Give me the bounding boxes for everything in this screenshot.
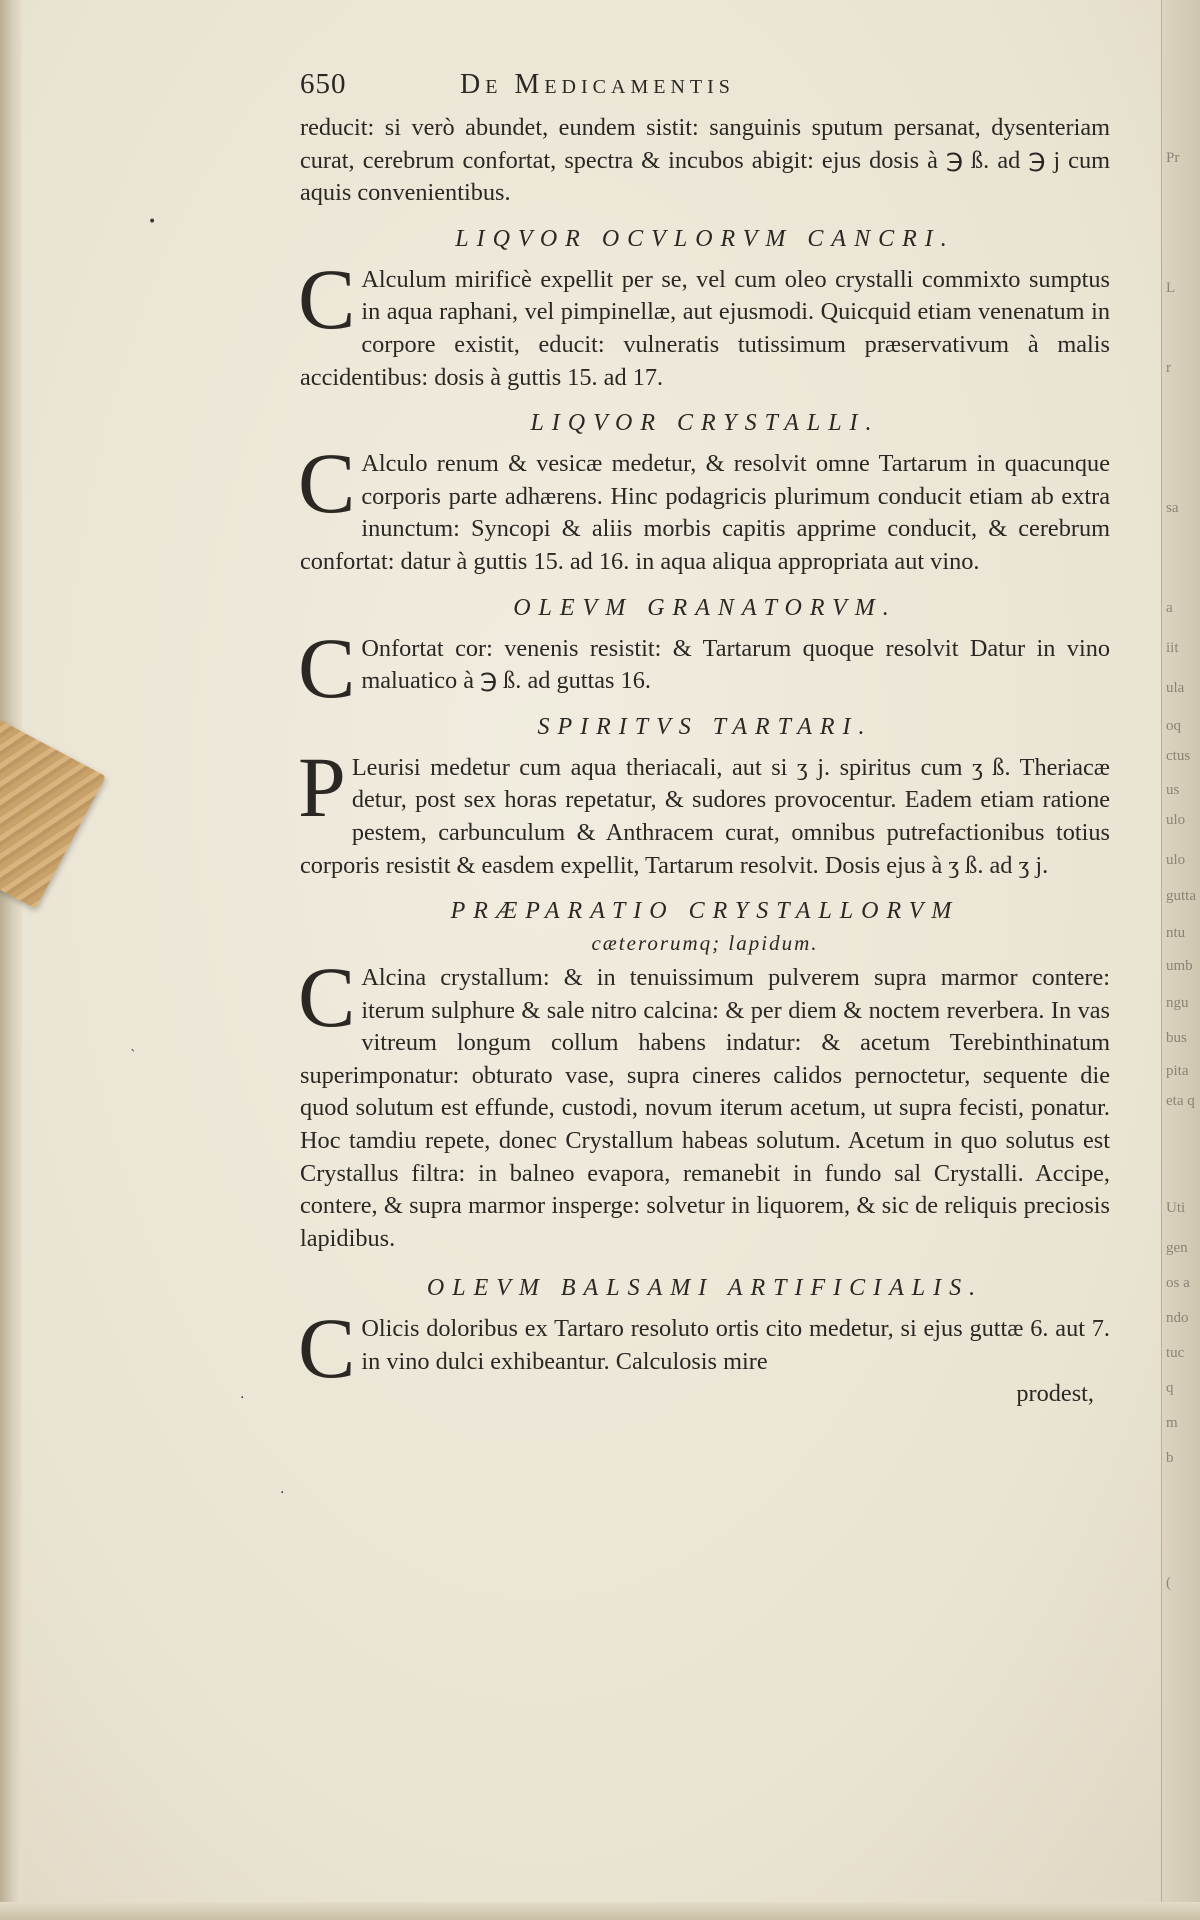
ink-spot: `	[130, 1048, 137, 1064]
section-oleum-granatorum	[298, 593, 1110, 716]
ink-spot: •	[148, 214, 157, 230]
section-heading: OLEVM BALSAMI ARTIFICIALIS.	[426, 1275, 984, 1302]
section-body: C Alcina crystallum: & in tenuissimum pulverem supra marmor contere: iterum sulphure & sale nitro calcina: & per diem & noctem reverbera. In vas vitreum longum collum habens indatur: & acetum Terebinthinatum superimponatur: obturato vase, supra cineres calidos pernoctetur, sequente die quod solutum est effunde, custodi, novum iterum acetum, ut supra fecisti, ponatur. Hoc tamdiu repete, donec Crystallum habeas solutum. Acetum in quo solutus est Crystallus filtra: in balneo evapora, remanebit in fundo sal Crystalli. Accipe, contere, & supra marmor insperge: solvetur in liquorem, & sic de reliquis preciosis lapidibus.	[298, 949, 1110, 1252]
drop-cap: C	[298, 1300, 356, 1397]
section-body: C Onfortat cor: venenis resistit: & Tartarum quoque resolvit Datur in vino maluatico à ℈ ß. ad guttas 16.	[298, 619, 1110, 716]
facing-page-bleed-text: Pr L r sa a iit ula oq ctus us ulo ulo gutta ntu umb ngu bus pita eta q Uti gen os a ndo tuc q m b (	[1166, 150, 1196, 1591]
section-body: C Alculum mirificè expellit per se, vel cum oleo crystalli commixto sumptus in aqua raphani, vel pimpinellæ, aut ejusmodi. Quicquid etiam venenatum in corpore existit, educit: vulneratis tutissimum præservativum à malis accidentibus: dosis à guttis 15. ad 17.	[298, 250, 1110, 391]
drop-cap: P	[298, 738, 346, 835]
section-heading: LIQVOR CRYSTALLI.	[530, 410, 880, 437]
section-heading: LIQVOR OCVLORVM CANCRI.	[455, 225, 955, 252]
catchword: prodest,	[1016, 1379, 1094, 1407]
section-spiritus-tartari	[300, 712, 1110, 882]
section-liquor-oculorum-cancri	[300, 224, 1110, 394]
drop-cap: C	[298, 250, 356, 347]
drop-cap: C	[298, 949, 356, 1046]
text-block	[300, 68, 1110, 1409]
ink-spot: ·	[280, 1485, 285, 1501]
page-gutter	[0, 0, 22, 1920]
page-bottom-edge	[0, 1902, 1200, 1920]
ink-spot: ·	[240, 1390, 245, 1406]
drop-cap: C	[298, 619, 356, 716]
section-liquor-crystalli	[300, 408, 1110, 578]
running-head: De Medicamentis	[460, 69, 735, 100]
page-header	[300, 68, 1110, 112]
section-praeparatio-crystallorum	[300, 896, 1110, 1255]
page-number: 650	[300, 68, 347, 100]
section-body: C Olicis doloribus ex Tartaro resoluto ortis cito medetur, si ejus guttæ 6. aut 7. in vino dulci exhibeantur. Calculosis mire	[298, 1300, 1110, 1397]
section-heading: PRÆPARATIO CRYSTALLORVM	[450, 898, 960, 925]
section-body: P Leurisi medetur cum aqua theriacali, aut si ʒ j. spiritus cum ʒ ß. Theriacæ detur, post sex horas repetatur, & sudores provocentur. Eadem etiam ratione pestem, carbunculum & Anthracem curat, omnibus putrefactionibus totius corporis resistit & easdem expellit, Tartarum resolvit. Dosis ejus à ʒ ß. ad ʒ j.	[298, 738, 1110, 879]
wooden-bookmark	[0, 720, 106, 909]
opening-paragraph: reducit: si verò abundet, eundem sistit: sanguinis sputum persanat, dysenteriam curat, cerebrum confortat, spectra & incubos abigit: ejus dosis à ℈ ß. ad ℈ j cum aquis convenientibus.	[300, 114, 1110, 207]
drop-cap: C	[298, 435, 356, 532]
section-body: C Alculo renum & vesicæ medetur, & resolvit omne Tartarum in quacunque corporis parte adhærens. Hinc podagricis plurimum conducit etiam ab extra inunctum: Syncopi & aliis morbis capitis apprime conducit, & cerebrum confortat: datur à guttis 15. ad 16. in aqua aliqua appropriata aut vino.	[298, 435, 1110, 575]
section-heading: OLEVM GRANATORVM.	[513, 594, 897, 621]
section-subheading: cæterorumq; lapidum.	[591, 931, 819, 956]
section-heading: SPIRITVS TARTARI.	[537, 713, 873, 740]
